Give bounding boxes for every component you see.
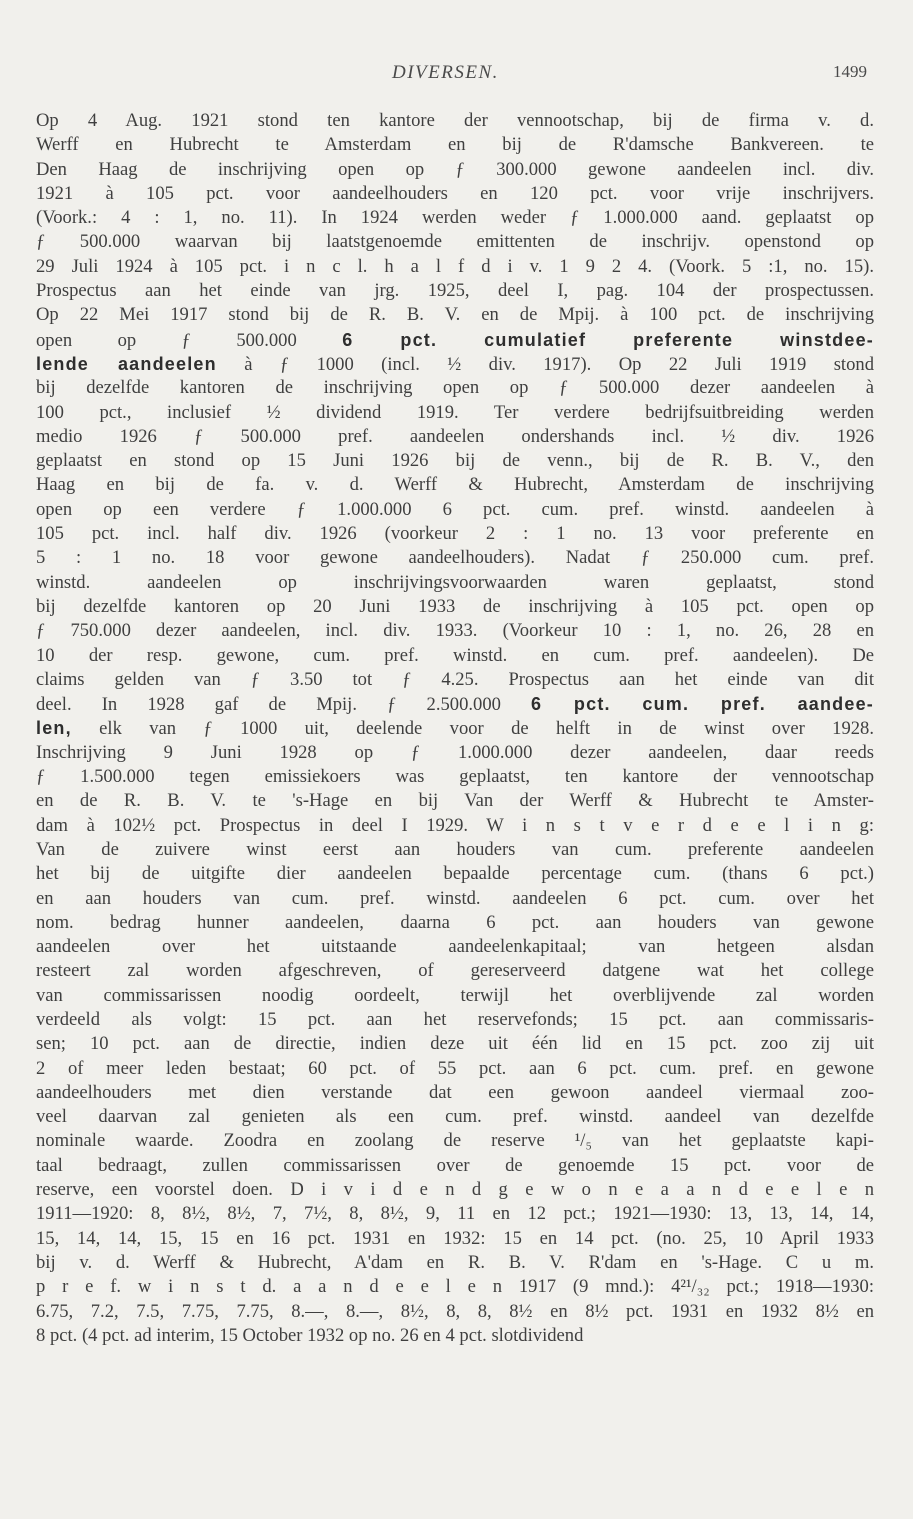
text-run: sen; 10 pct. aan de directie, indien deze uit één lid en 15 pct. zoo zij uit	[36, 1033, 874, 1055]
text-run: aandeelen over het uitstaande aandeelenkapitaal; van hetgeen alsdan	[36, 936, 874, 958]
text-line	[36, 230, 874, 254]
text-run: elk van ƒ 1000 uit, deelende voor de helft in de winst over 1928.	[71, 718, 874, 740]
text-line	[36, 303, 874, 327]
text-line	[36, 182, 874, 206]
text-line	[36, 716, 874, 740]
text-line	[36, 668, 874, 692]
text-line	[36, 1324, 874, 1348]
text-line	[36, 984, 874, 1008]
text-run: 1911—1920: 8, 8½, 8½, 7, 7½, 8, 8½, 9, 11 en 12 pct.; 1921—1930: 13, 13, 14, 14,	[36, 1203, 874, 1225]
text-line	[36, 765, 874, 789]
text-line	[36, 838, 874, 862]
text-line	[36, 546, 874, 570]
text-run: winstd. aandeelen op inschrijvingsvoorwaarden waren geplaatst, stond	[36, 571, 874, 593]
text-run: Op 4 Aug. 1921 stond ten kantore der vennootschap, bij de firma v. d.	[36, 110, 874, 131]
text-run: Op 22 Mei 1917 stond bij de R. B. V. en de Mpij. à 100 pct. de inschrijving	[36, 304, 874, 326]
text-line	[36, 1032, 874, 1056]
text-run: en de R. B. V. te 's-Hage en bij Van der Werff & Hubrecht te Amster-	[36, 790, 874, 812]
text-run: deel. In 1928 gaf de Mpij. ƒ 2.500.000	[36, 694, 532, 716]
text-line	[36, 206, 874, 230]
text-line	[36, 1057, 874, 1081]
text-line	[36, 352, 874, 376]
text-run: Van de zuivere winst eerst aan houders van cum. preferente aandeelen	[36, 838, 874, 860]
text-line	[36, 133, 874, 157]
text-run: open op een verdere ƒ 1.000.000 6 pct. cum. pref. winstd. aandeelen à	[36, 498, 874, 520]
text-run: à ƒ 1000 (incl. ½ div. 1917). Op 22 Juli 1919 stond	[216, 353, 874, 375]
text-run: nom. bedrag hunner aandeelen, daarna 6 pct. aan houders van gewone	[36, 911, 874, 933]
text-run: dam à 102½ pct. Prospectus in deel I 1929. W i n s t v e r d e e l i n g:	[36, 814, 874, 836]
text-run: 6.75, 7.2, 7.5, 7.75, 7.75, 8.—, 8.—, 8½, 8, 8, 8½ en 8½ pct. 1931 en 1932 8½ en	[36, 1300, 874, 1322]
text-run: bij dezelfde kantoren op 20 Juni 1933 de inschrijving à 105 pct. open op	[36, 595, 874, 617]
text-run: verdeeld als volgt: 15 pct. aan het reservefonds; 15 pct. aan commissaris-	[36, 1008, 874, 1030]
text-line	[36, 522, 874, 546]
text-run: aandeelhouders met dien verstande dat een gewoon aandeel viermaal zoo-	[36, 1081, 874, 1103]
text-run: reserve, een voorstel doen. D i v i d e n d g e w o n e a a n d e e l e n	[36, 1179, 874, 1201]
text-run: bij dezelfde kantoren de inschrijving open op ƒ 500.000 dezer aandeelen à	[36, 377, 874, 399]
text-line	[36, 814, 874, 838]
text-line	[36, 887, 874, 911]
bold-text-run: 6 pct. cum. pref. aandee-	[531, 694, 874, 715]
text-run: het bij de uitgifte dier aandeelen bepaalde percentage cum. (thans 6 pct.)	[36, 863, 874, 885]
text-run: (Voork.: 4 : 1, no. 11). In 1924 werden weder ƒ 1.000.000 aand. geplaatst op	[36, 207, 874, 229]
text-line	[36, 619, 874, 643]
bold-text-run: lende aandeelen	[36, 353, 217, 374]
text-line	[36, 741, 874, 765]
text-line	[36, 473, 874, 497]
bold-text-run: len,	[36, 718, 72, 739]
text-run: taal bedraagt, zullen commissarissen over de genoemde 15 pct. voor de	[36, 1154, 874, 1176]
text-line	[36, 1105, 874, 1129]
text-line	[36, 449, 874, 473]
text-run: veel daarvan zal genieten als een cum. pref. winstd. aandeel van dezelfde	[36, 1106, 874, 1128]
text-line	[36, 401, 874, 425]
text-run: 2 of meer leden bestaat; 60 pct. of 55 pct. aan 6 pct. cum. pref. en gewone	[36, 1057, 874, 1079]
text-run: claims gelden van ƒ 3.50 tot ƒ 4.25. Prospectus aan het einde van dit	[36, 668, 874, 690]
text-run: resteert zal worden afgeschreven, of gereserveerd datgene wat het college	[36, 960, 874, 982]
text-line	[36, 1227, 874, 1251]
text-line	[36, 1202, 874, 1226]
text-line	[36, 1300, 874, 1324]
text-run: medio 1926 ƒ 500.000 pref. aandeelen ondershands incl. ½ div. 1926	[36, 425, 874, 447]
text-line	[36, 279, 874, 303]
text-line	[36, 425, 874, 449]
text-run: 100 pct., inclusief ½ dividend 1919. Ter verdere bedrijfsuitbreiding werden	[36, 401, 874, 423]
text-run: Haag en bij de fa. v. d. Werff & Hubrecht, Amsterdam de inschrijving	[36, 474, 874, 496]
text-line	[36, 1251, 874, 1275]
text-line	[36, 959, 874, 983]
text-run: open op ƒ 500.000	[36, 329, 343, 351]
text-line	[36, 255, 874, 279]
text-run: 5 : 1 no. 18 voor gewone aandeelhouders). Nadat ƒ 250.000 cum. pref.	[36, 547, 874, 569]
text-line	[36, 789, 874, 813]
text-run: Inschrijving 9 Juni 1928 op ƒ 1.000.000 dezer aandeelen, daar reeds	[36, 741, 874, 763]
text-run: ƒ 1.500.000 tegen emissiekoers was geplaatst, ten kantore der vennootschap	[36, 766, 874, 788]
page-number: 1499	[833, 62, 867, 81]
text-run: 10 der resp. gewone, cum. pref. winstd. en cum. pref. aandeelen). De	[36, 644, 874, 666]
text-run: bij v. d. Werff & Hubrecht, A'dam en R. B. V. R'dam en 's-Hage. C u m.	[36, 1251, 874, 1273]
text-line	[36, 692, 874, 716]
text-line	[36, 911, 874, 935]
text-line	[36, 1154, 874, 1178]
text-line	[36, 1178, 874, 1202]
text-run: Werff en Hubrecht te Amsterdam en bij de R'damsche Bankvereen. te	[36, 134, 874, 156]
text-run: nominale waarde. Zoodra en zoolang de reserve ¹/₅ van het geplaatste kapi-	[36, 1130, 874, 1152]
text-line	[36, 1129, 874, 1153]
text-run: ƒ 750.000 dezer aandeelen, incl. div. 1933. (Voorkeur 10 : 1, no. 26, 28 en	[36, 620, 874, 642]
text-line	[36, 498, 874, 522]
text-line	[36, 376, 874, 400]
text-line	[36, 1275, 874, 1299]
text-line	[36, 109, 874, 133]
text-line	[36, 595, 874, 619]
text-line	[36, 935, 874, 959]
text-run: ƒ 500.000 waarvan bij laatstgenoemde emittenten de inschrijv. openstond op	[36, 231, 874, 253]
text-run: geplaatst en stond op 15 Juni 1926 bij de venn., bij de R. B. V., den	[36, 450, 874, 472]
text-run: en aan houders van cum. pref. winstd. aandeelen 6 pct. cum. over het	[36, 887, 874, 909]
text-line	[36, 571, 874, 595]
text-line	[36, 158, 874, 182]
text-run: 29 Juli 1924 à 105 pct. i n c l. h a l f d i v. 1 9 2 4. (Voork. 5 :1, no. 15).	[36, 255, 874, 277]
text-run: p r e f. w i n s t d. a a n d e e l e n 1917 (9 mnd.): 4²¹/₃₂ pct.; 1918—1930:	[36, 1276, 874, 1298]
body-text	[36, 109, 874, 1348]
text-run: Den Haag de inschrijving open op ƒ 300.000 gewone aandeelen incl. div.	[36, 158, 874, 180]
text-run: 1921 à 105 pct. voor aandeelhouders en 120 pct. voor vrije inschrijvers.	[36, 182, 874, 204]
text-line	[36, 1008, 874, 1032]
text-line	[36, 328, 874, 352]
text-run: 8 pct. (4 pct. ad interim, 15 October 1932 op no. 26 en 4 pct. slotdividend	[36, 1324, 584, 1346]
text-line	[36, 1081, 874, 1105]
text-run: van commissarissen noodig oordeelt, terwijl het overblijvende zal worden	[36, 984, 874, 1006]
text-run: Prospectus aan het einde van jrg. 1925, deel I, pag. 104 der prospectussen.	[36, 280, 874, 302]
text-line	[36, 862, 874, 886]
bold-text-run: 6 pct. cumulatief preferente winstdee-	[342, 329, 874, 350]
running-head: DIVERSEN.	[392, 62, 499, 83]
text-line	[36, 644, 874, 668]
text-run: 15, 14, 14, 15, 15 en 16 pct. 1931 en 1932: 15 en 14 pct. (no. 25, 10 April 1933	[36, 1227, 874, 1249]
text-run: 105 pct. incl. half div. 1926 (voorkeur 2 : 1 no. 13 voor preferente en	[36, 523, 874, 545]
